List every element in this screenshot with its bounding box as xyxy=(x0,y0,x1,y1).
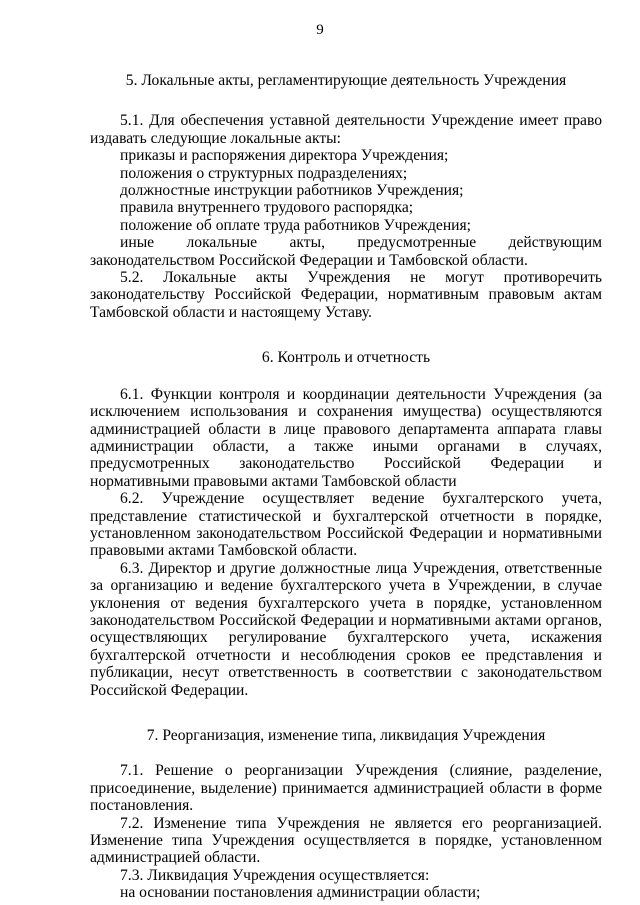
paragraph-6-1: 6.1. Функции контроля и координации деятельности Учреждения (за исключением использования и сохранения имущества) осуществляются администрацией области в лице правового департамента аппарата главы администрации области, а также иными органами в случаях, предусмотренных законодательство Российской Федерации и нормативными правовыми актами Тамбовской области xyxy=(90,385,602,490)
document-body xyxy=(90,48,602,902)
list-item: иные локальные акты, предусмотренные действующим законодательством Российской Федерации и Тамбовской области. xyxy=(90,234,602,269)
list-item: положения о структурных подразделениях; xyxy=(120,164,408,182)
list-item: правила внутреннего трудового распорядка; xyxy=(120,199,414,217)
list-item: положение об оплате труда работников Учреждения; xyxy=(120,216,472,234)
list-item: на основании постановления администрации области; xyxy=(120,884,481,902)
section-7-heading: 7. Реорганизация, изменение типа, ликвидация Учреждения xyxy=(146,727,546,744)
paragraph-6-2: 6.2. Учреждение осуществляет ведение бухгалтерского учета, представление статистической и бухгалтерской отчетности в порядке, установленном законодательством Российской Федерации и нормативными правовыми актами Тамбовской области. xyxy=(90,490,602,560)
paragraph-7-3: 7.3. Ликвидация Учреждения осуществляется: xyxy=(120,866,430,884)
list-item: должностные инструкции работников Учреждения; xyxy=(120,182,464,200)
page-number: 9 xyxy=(316,22,324,38)
list-item: приказы и распоряжения директора Учреждения; xyxy=(120,147,449,165)
paragraph-7-1: 7.1. Решение о реорганизации Учреждения (слияние, разделение, присоединение, выделение) принимается администрацией области в форме постановления. xyxy=(90,762,602,815)
paragraph-7-2: 7.2. Изменение типа Учреждения не является его реорганизацией. Изменение типа Учреждения осуществляется в порядке, установленном администрацией области. xyxy=(90,814,602,867)
paragraph-5-1: 5.1. Для обеспечения уставной деятельности Учреждение имеет право издавать следующие локальные акты: xyxy=(90,112,602,147)
section-6-heading: 6. Контроль и отчетность xyxy=(261,349,431,367)
section-5-heading: 5. Локальные акты, регламентирующие деятельность Учреждения xyxy=(125,72,567,89)
paragraph-6-3: 6.3. Директор и другие должностные лица Учреждения, ответственные за организацию и ведение бухгалтерского учета в Учреждении, в случае уклонения от ведения бухгалтерского учета в порядке, установленном законодательством Российской Федерации и нормативными актами органов, осуществляющих регулирование бухгалтерского учета, искажения бухгалтерской отчетности и несоблюдения сроков ее представления и публикации, несут ответственность в соответствии с законодательством Российской Федерации. xyxy=(90,559,602,699)
paragraph-5-2: 5.2. Локальные акты Учреждения не могут противоречить законодательству Российской Федерации, нормативным правовым актам Тамбовской области и настоящему Уставу. xyxy=(90,269,602,321)
